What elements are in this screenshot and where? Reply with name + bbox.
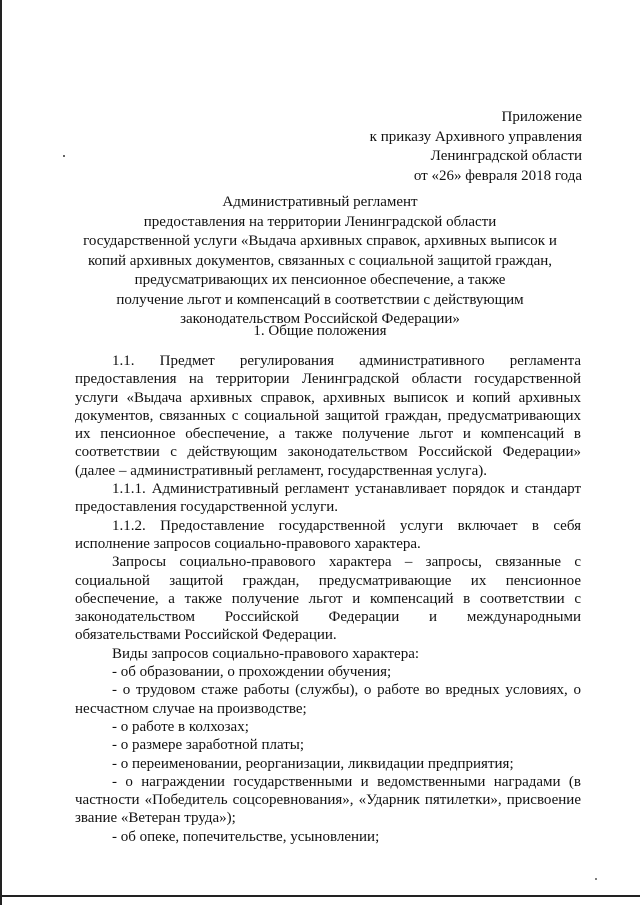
scan-left-edge — [0, 0, 2, 905]
appendix-line: к приказу Архивного управления — [369, 128, 582, 145]
paragraph-1-1-2: 1.1.2. Предоставление государственной услуги включает в себя исполнение запросов социально-правового характера. — [75, 517, 581, 552]
title-line: Административный регламент — [222, 194, 418, 210]
section-heading: 1. Общие положения — [253, 323, 387, 339]
paragraph-1-1-1: 1.1.1. Административный регламент устанавливает порядок и стандарт предоставления государственной услуги. — [75, 481, 581, 516]
appendix-line: Ленинградской области — [430, 148, 582, 164]
document-body — [75, 352, 581, 846]
scan-speck — [595, 878, 597, 880]
appendix-line: Приложение — [501, 109, 582, 125]
list-item: - об опеке, попечительстве, усыновлении; — [112, 828, 380, 845]
paragraph-types-heading: Виды запросов социально-правового характера: — [112, 645, 420, 662]
title-line: законодательством Российской Федерации» — [180, 311, 460, 327]
title-line: копий архивных документов, связанных с социальной защитой граждан, — [87, 252, 553, 269]
appendix-date: от «26» февраля 2018 года — [413, 167, 582, 184]
list-item: - о переименовании, реорганизации, ликвидации предприятия; — [112, 755, 514, 772]
list-item: - о работе в колхозах; — [112, 718, 249, 735]
list-item: - об образовании, о прохождении обучения; — [112, 664, 392, 681]
appendix-header — [370, 108, 582, 186]
paragraph-1-1: 1.1. Предмет регулирования административного регламента предоставления на территории Ленинградской области государственной услуги «Выдача архивных справок, архивных выписок и копий архивных документов, связанных с социальной защитой граждан, предусматривающих их пенсионное обеспечение, а также получение льгот и компенсаций в соответствии с действующим законодательством Российской Федерации» (далее – административный регламент, государственная услуга). — [75, 353, 581, 479]
list-item: - о трудовом стаже работы (службы), о работе во вредных условиях, о несчастном случае на производстве; — [75, 682, 581, 717]
list-item: - о награждении государственными и ведомственными наградами (в частности «Победитель соцсоревнования», «Ударник пятилетки», присвоение звание «Ветеран труда»); — [75, 773, 581, 827]
title-line: государственной услуги «Выдача архивных справок, архивных выписок и — [83, 233, 557, 249]
scan-bottom-edge — [0, 895, 640, 897]
document-title — [60, 193, 580, 330]
scan-speck — [63, 155, 65, 157]
title-line: получение льгот и компенсаций в соответствии с действующим — [116, 291, 524, 308]
list-item: - о размере заработной платы; — [112, 737, 305, 754]
title-line: предоставления на территории Ленинградской области — [143, 213, 497, 230]
title-line: предусматривающих их пенсионное обеспечение, а также — [134, 272, 506, 288]
paragraph-definition: Запросы социально-правового характера – запросы, связанные с социальной защитой граждан, предусматривающие их пенсионное обеспечение, а также получение льгот и компенсаций в соответствии с законодательством Российской Федерации и международными обязательствами Российской Федерации. — [75, 554, 581, 644]
